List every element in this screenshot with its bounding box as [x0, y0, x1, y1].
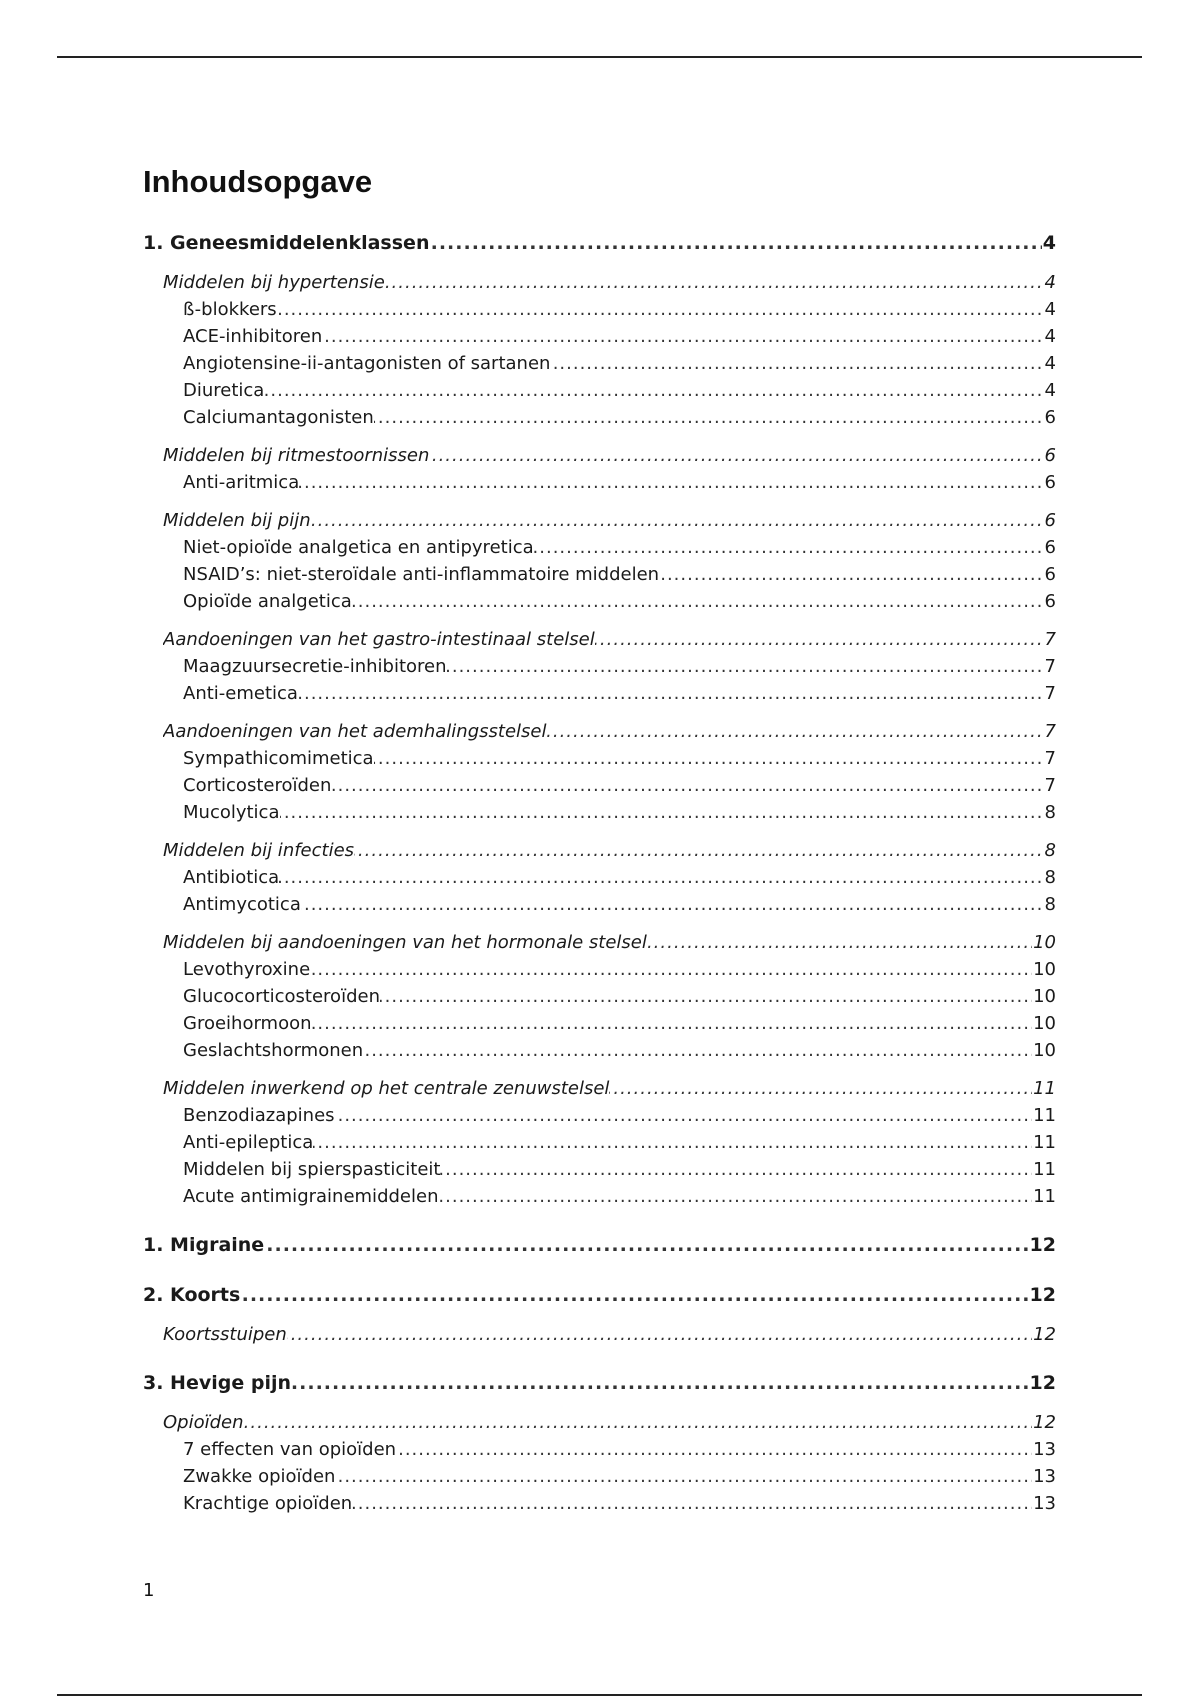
toc-entry-label: Antibiotica [183, 867, 280, 888]
toc-entry-page: 7 [1044, 653, 1056, 680]
toc-entry-label: Krachtige opioïden [183, 1493, 353, 1514]
toc-entry[interactable] [183, 1463, 1056, 1490]
toc-entry[interactable] [183, 534, 1056, 561]
toc-entry[interactable] [183, 377, 1056, 404]
toc-entry[interactable] [183, 653, 1056, 680]
toc-entry-page: 8 [1044, 864, 1056, 891]
toc-entry-label: Middelen inwerkend op het centrale zenuwstelsel [163, 1078, 610, 1099]
toc-entry[interactable] [183, 864, 1056, 891]
toc-entry[interactable] [183, 404, 1056, 431]
toc-entry-page: 8 [1044, 799, 1056, 826]
toc-entry-label: Maagzuursecretie-inhibitoren [183, 656, 447, 677]
toc-entry-label: 7 effecten van opioïden [183, 1439, 397, 1460]
page-number: 1 [143, 1580, 155, 1601]
toc-entry-label: Anti-emetica [183, 683, 298, 704]
toc-entry[interactable] [183, 1102, 1056, 1129]
toc-entry[interactable] [163, 626, 1056, 653]
toc-entry[interactable] [183, 1156, 1056, 1183]
toc-entry-label: Anti-epileptica [183, 1132, 314, 1153]
toc-entry-page: 10 [1032, 1010, 1056, 1037]
toc-entry-page: 4 [1044, 350, 1056, 377]
toc-entry-page: 6 [1044, 442, 1056, 469]
toc-entry-page: 7 [1044, 772, 1056, 799]
toc-entry-label: ß-blokkers [183, 299, 277, 320]
toc-entry-label: Mucolytica [183, 802, 280, 823]
toc-entry-page: 6 [1044, 507, 1056, 534]
toc-entry[interactable] [183, 1010, 1056, 1037]
toc-entry[interactable] [163, 1321, 1056, 1348]
toc-entry-label: Middelen bij pijn [163, 510, 311, 531]
toc-entry[interactable] [163, 929, 1056, 956]
toc-entry-page: 4 [1044, 377, 1056, 404]
toc-entry-label: Calciumantagonisten [183, 407, 374, 428]
toc-entry-page: 11 [1032, 1183, 1056, 1210]
toc-entry[interactable] [183, 323, 1056, 350]
toc-entry-page: 4 [1044, 323, 1056, 350]
toc-entry-label: Middelen bij infecties [163, 840, 355, 861]
toc-entry[interactable] [183, 799, 1056, 826]
toc-entry-page: 7 [1044, 626, 1056, 653]
toc-entry-page: 6 [1044, 404, 1056, 431]
toc-entry[interactable] [183, 745, 1056, 772]
toc-entry-label: 2. Koorts [143, 1284, 241, 1306]
toc-entry-label: ACE-inhibitoren [183, 326, 323, 347]
toc-entry-page: 7 [1044, 745, 1056, 772]
toc-entry[interactable] [183, 891, 1056, 918]
toc-entry[interactable] [143, 228, 1056, 258]
toc-entry-label: Geslachtshormonen [183, 1040, 364, 1061]
toc-entry-label: Diuretica [183, 380, 265, 401]
toc-entry-page: 11 [1032, 1129, 1056, 1156]
toc-entry-label: Glucocorticosteroïden [183, 986, 380, 1007]
toc-entry[interactable] [183, 296, 1056, 323]
toc-entry-page: 6 [1044, 561, 1056, 588]
toc-entry-label: Acute antimigrainemiddelen [183, 1186, 439, 1207]
toc-entry-page: 10 [1032, 1037, 1056, 1064]
toc-entry-page: 13 [1032, 1490, 1056, 1517]
toc-entry-label: Zwakke opioïden [183, 1466, 336, 1487]
toc-entry[interactable] [143, 1368, 1056, 1398]
toc-entry-label: Opioïden [163, 1412, 244, 1433]
toc-entry-label: Koortsstuipen [163, 1324, 287, 1345]
toc-entry-label: Levothyroxine [183, 959, 311, 980]
toc-entry-label: Middelen bij hypertensie [163, 272, 385, 293]
toc-entry[interactable] [183, 350, 1056, 377]
toc-entry[interactable] [183, 1490, 1056, 1517]
toc-entry[interactable] [183, 588, 1056, 615]
toc-entry-page: 13 [1032, 1436, 1056, 1463]
toc-entry-page: 12 [1029, 1230, 1056, 1260]
toc-entry[interactable] [183, 469, 1056, 496]
toc-entry[interactable] [163, 269, 1056, 296]
toc-entry-label: Angiotensine-ii-antagonisten of sartanen [183, 353, 551, 374]
toc-entry[interactable] [183, 1129, 1056, 1156]
toc-entry[interactable] [163, 1409, 1056, 1436]
toc-entry[interactable] [183, 772, 1056, 799]
toc-entry-page: 13 [1032, 1463, 1056, 1490]
toc-entry[interactable] [163, 1075, 1056, 1102]
toc-entry-page: 10 [1032, 983, 1056, 1010]
toc-entry-page: 4 [1042, 228, 1056, 258]
toc-entry[interactable] [183, 680, 1056, 707]
toc-entry[interactable] [163, 837, 1056, 864]
toc-entry-page: 7 [1044, 680, 1056, 707]
toc-entry-label: 3. Hevige pijn [143, 1372, 291, 1394]
toc-entry-page: 10 [1032, 956, 1056, 983]
table-of-contents [143, 228, 1056, 1517]
toc-entry-label: Groeihormoon [183, 1013, 312, 1034]
toc-entry-page: 12 [1029, 1368, 1056, 1398]
toc-entry-label: Middelen bij ritmestoornissen [163, 445, 430, 466]
toc-entry[interactable] [183, 956, 1056, 983]
toc-entry-page: 4 [1044, 269, 1056, 296]
toc-entry[interactable] [183, 1436, 1056, 1463]
toc-entry-page: 10 [1032, 929, 1056, 956]
toc-entry-page: 6 [1044, 588, 1056, 615]
toc-entry-page: 4 [1044, 296, 1056, 323]
toc-entry-label: Benzodiazapines [183, 1105, 335, 1126]
toc-entry[interactable] [163, 718, 1056, 745]
toc-entry-page: 11 [1032, 1102, 1056, 1129]
toc-entry-page: 8 [1044, 891, 1056, 918]
toc-entry-label: Sympathicomimetica [183, 748, 374, 769]
toc-entry-label: Middelen bij aandoeningen van het hormonale stelsel [163, 932, 647, 953]
toc-entry-page: 6 [1044, 534, 1056, 561]
header-rule [57, 56, 1142, 58]
toc-entry-label: Niet-opioïde analgetica en antipyretica [183, 537, 534, 558]
toc-entry[interactable] [163, 442, 1056, 469]
toc-entry-page: 8 [1044, 837, 1056, 864]
toc-entry-label: 1. Migraine [143, 1234, 265, 1256]
footer-rule [57, 1694, 1142, 1696]
toc-entry[interactable] [143, 1280, 1056, 1310]
toc-entry-label: Opioïde analgetica [183, 591, 352, 612]
toc-entry-page: 11 [1032, 1156, 1056, 1183]
toc-entry[interactable] [183, 1183, 1056, 1210]
toc-entry-label: Aandoeningen van het gastro-intestinaal stelsel [163, 629, 595, 650]
toc-entry-label: Anti-aritmica [183, 472, 300, 493]
toc-entry[interactable] [163, 507, 1056, 534]
toc-entry-page: 12 [1032, 1409, 1056, 1436]
toc-entry-page: 11 [1032, 1075, 1056, 1102]
toc-entry-page: 7 [1044, 718, 1056, 745]
toc-entry-page: 6 [1044, 469, 1056, 496]
toc-entry[interactable] [183, 561, 1056, 588]
toc-entry-label: NSAID’s: niet-steroïdale anti-inflammatoire middelen [183, 564, 660, 585]
toc-entry-label: 1. Geneesmiddelenklassen [143, 232, 430, 254]
toc-entry-label: Aandoeningen van het ademhalingsstelsel [163, 721, 547, 742]
toc-entry-page: 12 [1032, 1321, 1056, 1348]
toc-entry-label: Antimycotica [183, 894, 301, 915]
toc-entry-page: 12 [1029, 1280, 1056, 1310]
toc-entry[interactable] [183, 1037, 1056, 1064]
page-title: Inhoudsopgave [143, 164, 373, 199]
toc-entry-label: Middelen bij spierspasticiteit [183, 1159, 441, 1180]
toc-entry[interactable] [183, 983, 1056, 1010]
toc-entry[interactable] [143, 1230, 1056, 1260]
toc-entry-label: Corticosteroïden [183, 775, 332, 796]
